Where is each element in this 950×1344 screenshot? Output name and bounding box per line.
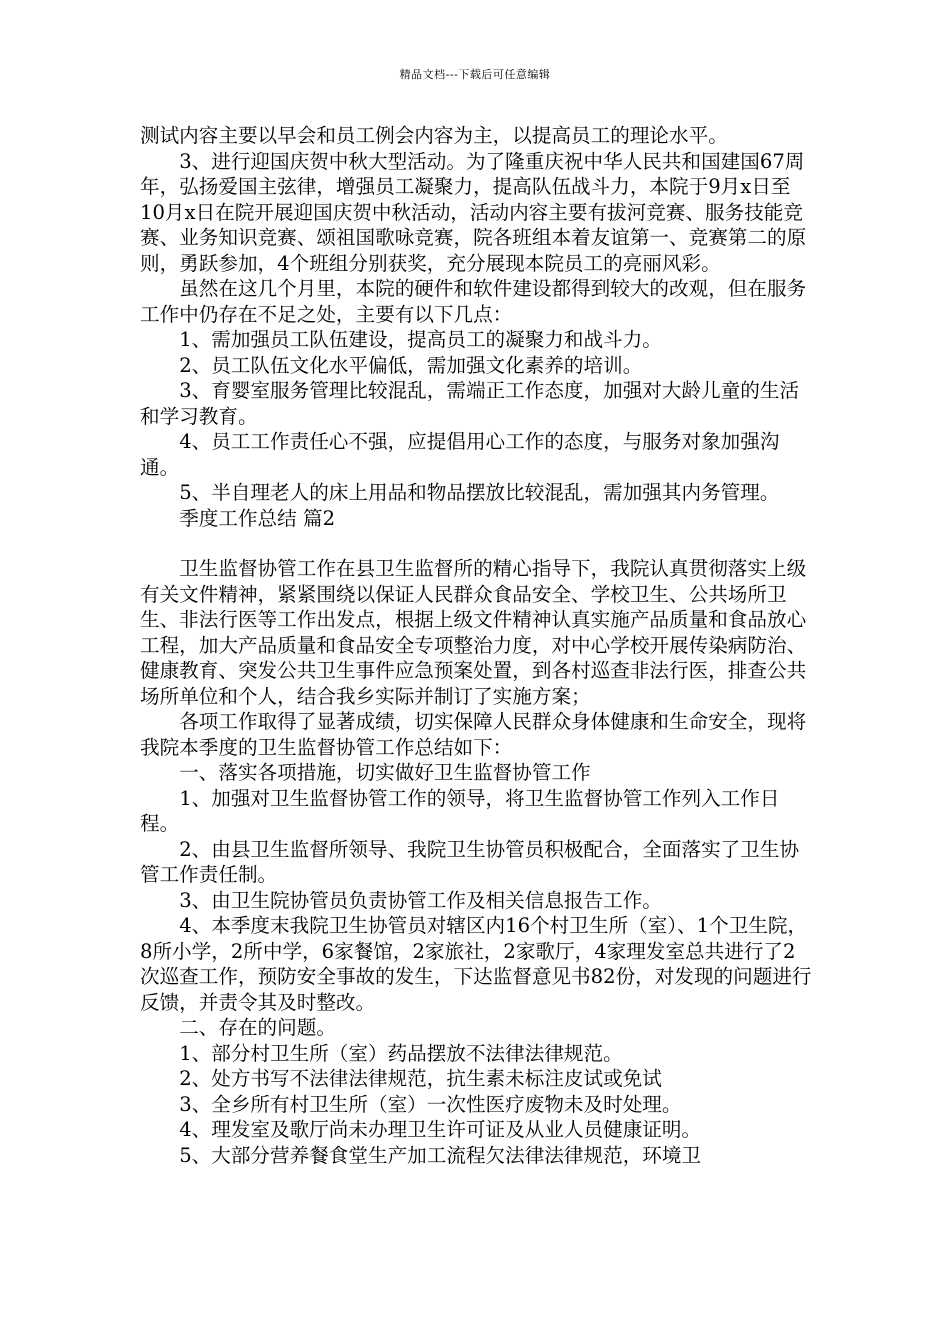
list-item: 2、处方书写不法律法律规范，抗生素未标注皮试或免试 (179, 1067, 662, 1090)
document-body (140, 123, 812, 1168)
paragraph: 3、进行迎国庆贺中秋大型活动。为了隆重庆祝中华人民共和国建国67周年，弘扬爱国主弦律，增强员工凝聚力，提高队伍战斗力，本院于9月x日至10月x日在院开展迎国庆贺中秋活动，活动内容主要有拔河竞赛、服务技能竞赛、业务知识竞赛、颂祖国歌咏竞赛，院各班组本着友谊第一、竞赛第二的原则，勇跃参加，4个班组分别获奖，充分展现本院员工的亮丽风彩。 (140, 149, 807, 275)
list-item: 5、大部分营养餐食堂生产加工流程欠法律法律规范，环境卫 (179, 1143, 702, 1167)
list-item: 4、本季度末我院卫生协管员对辖区内16个村卫生所（室）、1个卫生院，8所小学，2所中学，6家餐馆，2家旅社，2家歌厅，4家理发室总共进行了2次巡查工作，预防安全事故的发生，下达监督意见书82份，对发现的问题进行反馈，并责令其及时整改。 (140, 914, 812, 1014)
paragraph: 卫生监督协管工作在县卫生监督所的精心指导下，我院认真贯彻落实上级有关文件精神，紧紧围绕以保证人民群众食品安全、学校卫生、公共场所卫生、非法行医等工作出发点，根据上级文件精神认真实施产品质量和食品放心工程，加大产品质量和食品安全专项整治力度，对中心学校开展传染病防治、健康教育、突发公共卫生事件应急预案处置，到各村巡查非法行医，排查公共场所单位和个人，结合我乡实际并制订了实施方案； (140, 557, 807, 708)
list-item: 4、员工工作责任心不强，应提倡用心工作的态度，与服务对象加强沟通。 (140, 430, 780, 479)
page-header-watermark: 精品文档---下载后可任意编辑 (399, 68, 551, 81)
list-item: 2、员工队伍文化水平偏低，需加强文化素养的培训。 (179, 353, 643, 377)
section-heading: 季度工作总结 篇2 (179, 506, 336, 530)
list-item: 1、加强对卫生监督协管工作的领导，将卫生监督协管工作列入工作日程。 (140, 786, 780, 835)
list-item: 1、部分村卫生所（室）药品摆放不法律法律规范。 (179, 1041, 623, 1065)
list-item: 3、育婴室服务管理比较混乱，需端正工作态度，加强对大龄儿童的生活和学习教育。 (140, 379, 800, 428)
list-item: 4、理发室及歌厅尚未办理卫生许可证及从业人员健康证明。 (179, 1118, 702, 1141)
blank-line (140, 531, 812, 556)
subheading: 二、存在的问题。 (179, 1016, 336, 1039)
paragraph: 各项工作取得了显著成绩，切实保障人民群众身体健康和生命安全，现将我院本季度的卫生监督协管工作总结如下： (140, 710, 807, 759)
list-item: 5、半自理老人的床上用品和物品摆放比较混乱，需加强其内务管理。 (179, 481, 780, 504)
paragraph: 测试内容主要以早会和员工例会内容为主，以提高员工的理论水平。 (140, 124, 728, 147)
list-item: 2、由县卫生监督所领导、我院卫生协管员积极配合，全面落实了卫生协管工作责任制。 (140, 837, 800, 886)
list-item: 1、需加强员工队伍建设，提高员工的凝聚力和战斗力。 (179, 328, 662, 351)
list-item: 3、全乡所有村卫生所（室）一次性医疗废物未及时处理。 (179, 1092, 682, 1116)
list-item: 3、由卫生院协管员负责协管工作及相关信息报告工作。 (179, 888, 662, 912)
paragraph: 虽然在这几个月里，本院的硬件和软件建设都得到较大的改观，但在服务工作中仍存在不足之处，主要有以下几点： (140, 277, 807, 326)
subheading: 一、落实各项措施，切实做好卫生监督协管工作 (179, 761, 591, 784)
